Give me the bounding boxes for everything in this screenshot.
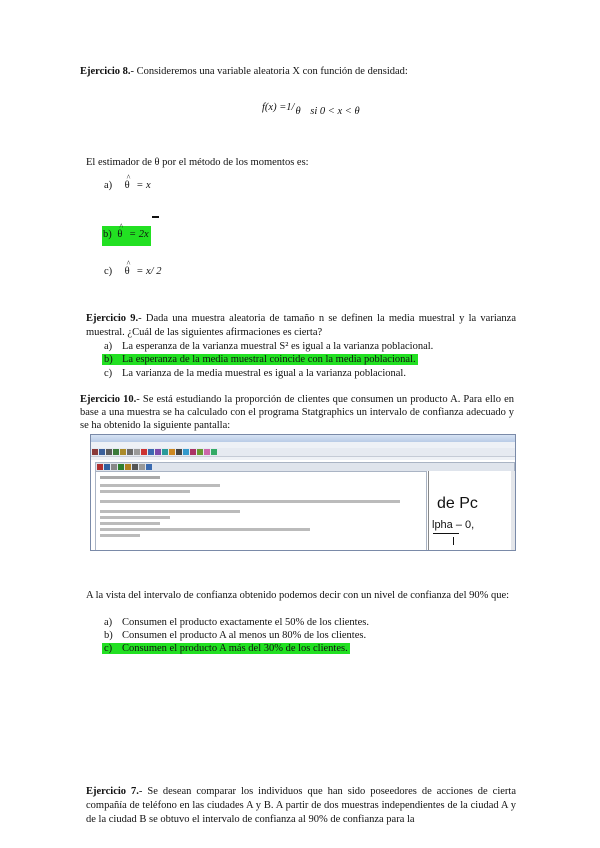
ej10-question: A la vista del intervalo de confianza obtenido podemos decir con un nivel de confianza del 90% que: (86, 590, 510, 601)
ej8-formula-right: si 0 < x < θ (310, 106, 360, 117)
ej7-text: - Se desean comparar los individuos que han sido poseedores de acciones de cierta compañía de teléfono en las ciudades A y B. A partir de dos muestras independientes de la ciudad A y de la ciudad B se obtuvo el intervalo de confianza al 90% de confianza para la (86, 786, 516, 825)
screenshot-inner-window (95, 462, 515, 550)
theta-hat (124, 173, 131, 191)
theta-symbol: θ (124, 266, 130, 277)
hat-mark: ^ (126, 259, 131, 268)
option-letter: c) (104, 643, 113, 654)
option-rhs: = 2x (129, 229, 149, 240)
hat-mark: ^ (119, 222, 124, 231)
ej9-heading (86, 312, 516, 340)
screenshot-titlebar (91, 435, 515, 442)
option-rhs: = x (136, 180, 151, 191)
ej9-text: - Dada una muestra aleatoria de tamaño n se definen la media muestral y la varianza muestral. ¿Cuál de las siguientes afirmaciones es cierta? (86, 313, 516, 338)
ej10-option-c (102, 643, 350, 654)
side-panel-small-text: lpha – 0, (432, 519, 475, 531)
option-text: Consumen el producto A al menos un 80% de los clientes. (122, 630, 367, 641)
ej7-label: Ejercicio 7. (86, 786, 139, 797)
option-letter: a) (104, 180, 113, 191)
ej8-option-b (102, 222, 151, 246)
theta-symbol: θ (117, 229, 123, 240)
theta-hat (117, 222, 124, 240)
screenshot-scrollbar (511, 471, 516, 550)
side-panel-big-text: de Pc (437, 495, 478, 512)
option-text: La esperanza de la media muestral coincide con la media poblacional. (122, 354, 416, 365)
ej9-option-c (104, 368, 406, 379)
ej8-label: Ejercicio 8. (80, 66, 131, 77)
theta-hat (124, 259, 131, 277)
option-text: La esperanza de la varianza muestral S² es igual a la varianza poblacional. (122, 341, 434, 352)
ej8-formula (262, 102, 360, 117)
option-text: Consumen el producto exactamente el 50% de los clientes. (122, 617, 369, 628)
ej10-option-a (104, 617, 369, 628)
ej10-label: Ejercicio 10. (80, 394, 137, 405)
option-text: Consumen el producto A más del 30% de los clientes. (122, 643, 348, 654)
ej8-option-a (104, 173, 151, 191)
option-letter: a) (104, 341, 113, 352)
ej8-question: El estimador de θ por el método de los momentos es: (86, 157, 309, 168)
hat-mark: ^ (126, 173, 131, 182)
screenshot-inner-toolbar (95, 462, 515, 471)
ej8-formula-left: f(x) =1/ (262, 102, 295, 113)
ej9-label: Ejercicio 9. (86, 313, 139, 324)
ej9-option-a (104, 341, 433, 352)
ej9-option-b (102, 354, 418, 365)
statgraphics-screenshot (90, 434, 516, 551)
ej8-formula-theta: θ (295, 106, 301, 117)
ej10-option-b (104, 630, 366, 641)
ej7-heading (86, 785, 516, 827)
screenshot-side-panel (428, 471, 516, 550)
screenshot-toolbar (91, 448, 515, 457)
option-text: La varianza de la media muestral es igual a la varianza poblacional. (122, 368, 406, 379)
ej10-heading (80, 393, 514, 432)
option-letter: b) (104, 354, 113, 365)
ej8-heading (80, 66, 408, 77)
option-letter: b) (103, 229, 112, 240)
option-letter: b) (104, 630, 113, 641)
option-letter: a) (104, 617, 113, 628)
theta-symbol: θ (124, 180, 130, 191)
option-rhs: = x/ 2 (136, 266, 162, 277)
mean-bar (152, 216, 159, 218)
option-letter: c) (104, 368, 113, 379)
screenshot-output-pane (95, 471, 427, 551)
ej10-text: - Se está estudiando la proporción de clientes que consumen un producto A. Para ello en base a una muestra se ha calculado con el programa Statgraphics un intervalo de confianza adecuado y se ha obtenido la siguiente pantalla: (80, 394, 514, 431)
ej8-option-c (104, 259, 162, 277)
option-letter: c) (104, 266, 113, 277)
ej8-text: - Consideremos una variable aleatoria X con función de densidad: (130, 66, 408, 77)
